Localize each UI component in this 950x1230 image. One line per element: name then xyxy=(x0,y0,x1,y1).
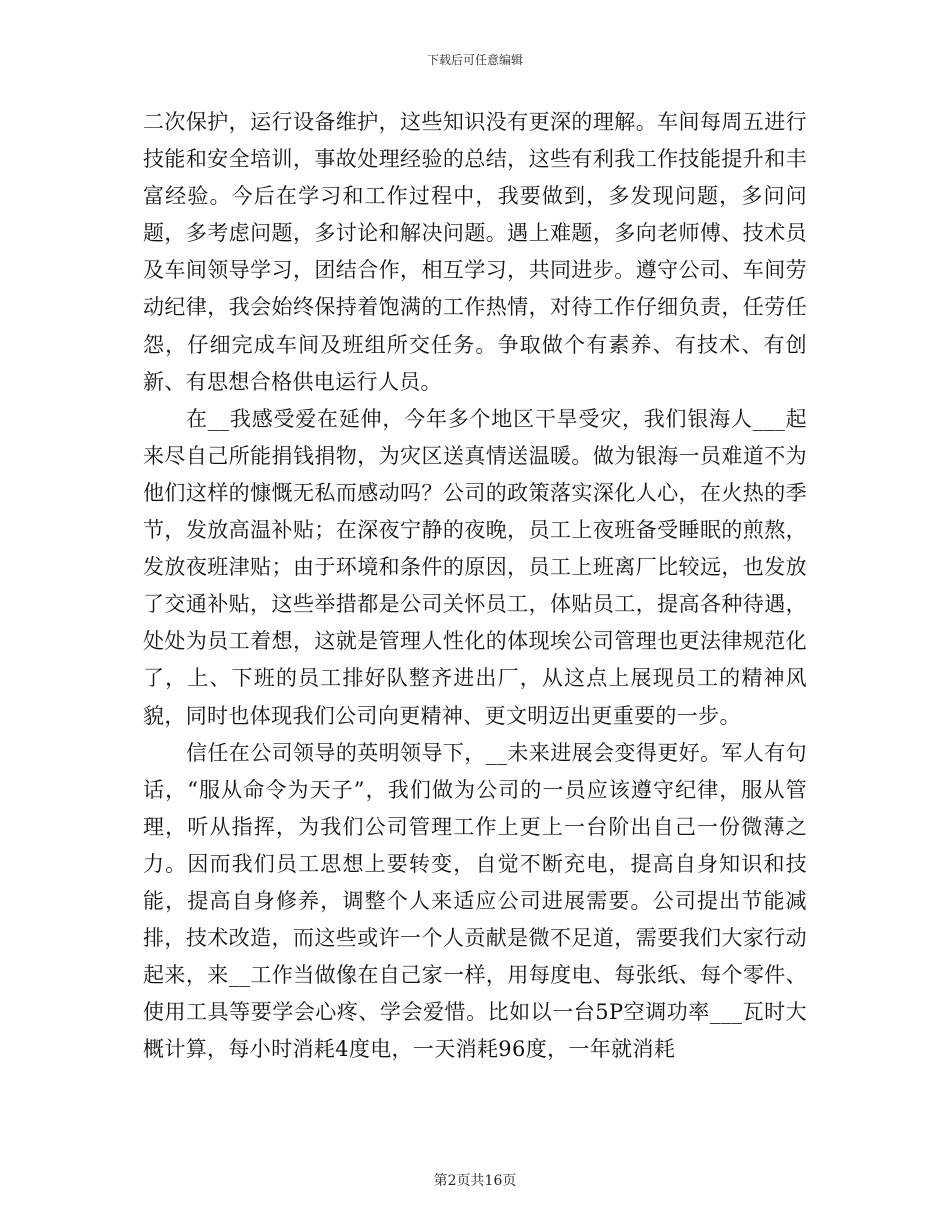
paragraph-1: 二次保护，运行设备维护，这些知识没有更深的理解。车间每周五进行技能和安全培训，事故处理经验的总结，这些有利我工作技能提升和丰富经验。今后在学习和工作过程中，我要做到，多发现问题，多问问题，多考虑问题，多讨论和解决问题。遇上难题，多向老师傅、技术员及车间领导学习，团结合作，相互学习，共同进步。遵守公司、车间劳动纪律，我会始终保持着饱满的工作热情，对待工作仔细负责，任劳任怨，仔细完成车间及班组所交任务。争取做个有素养、有技术、有创新、有思想合格供电运行人员。 xyxy=(143,110,807,394)
page-header-note: 下载后可任意编辑 xyxy=(426,53,523,67)
paragraph-3: 信任在公司领导的英明领导下，__未来进展会变得更好。军人有句话，“服从命令为天子”，我们做为公司的一员应该遵守纪律，服从管理，听从指挥，为我们公司管理工作上更上一台阶出自己一份微薄之力。因而我们员工思想上要转变，自觉不断充电，提高自身知识和技能，提高自身修养，调整个人来适应公司进展需要。公司提出节能减排，技术改造，而这些或许一个人贡献是微不足道，需要我们大家行动起来，来__工作当做像在自己家一样，用每度电、每张纸、每个零件、使用工具等要学会心疼、学会爱惜。比如以一台5P空调功率___瓦时大概计算，每小时消耗4度电，一天消耗96度，一年就消耗 xyxy=(143,740,807,1062)
page-number: 第2页共16页 xyxy=(433,1173,517,1189)
document-body xyxy=(143,104,807,1068)
paragraph-2: 在__我感受爱在延伸，今年多个地区干旱受灾，我们银海人___起来尽自己所能捐钱捐物，为灾区送真情送温暖。做为银海一员难道不为他们这样的慷慨无私而感动吗？公司的政策落实深化人心，在火热的季节，发放高温补贴；在深夜宁静的夜晚，员工上夜班备受睡眠的煎熬，发放夜班津贴；由于环境和条件的原因，员工上班离厂比较远，也发放了交通补贴，这些举措都是公司关怀员工，体贴员工，提高各种待遇，处处为员工着想，这就是管理人性化的体现埃公司管理也更法律规范化了，上、下班的员工排好队整齐进出厂，从这点上展现员工的精神风貌，同时也体现我们公司向更精神、更文明迈出更重要的一步。 xyxy=(143,406,807,728)
